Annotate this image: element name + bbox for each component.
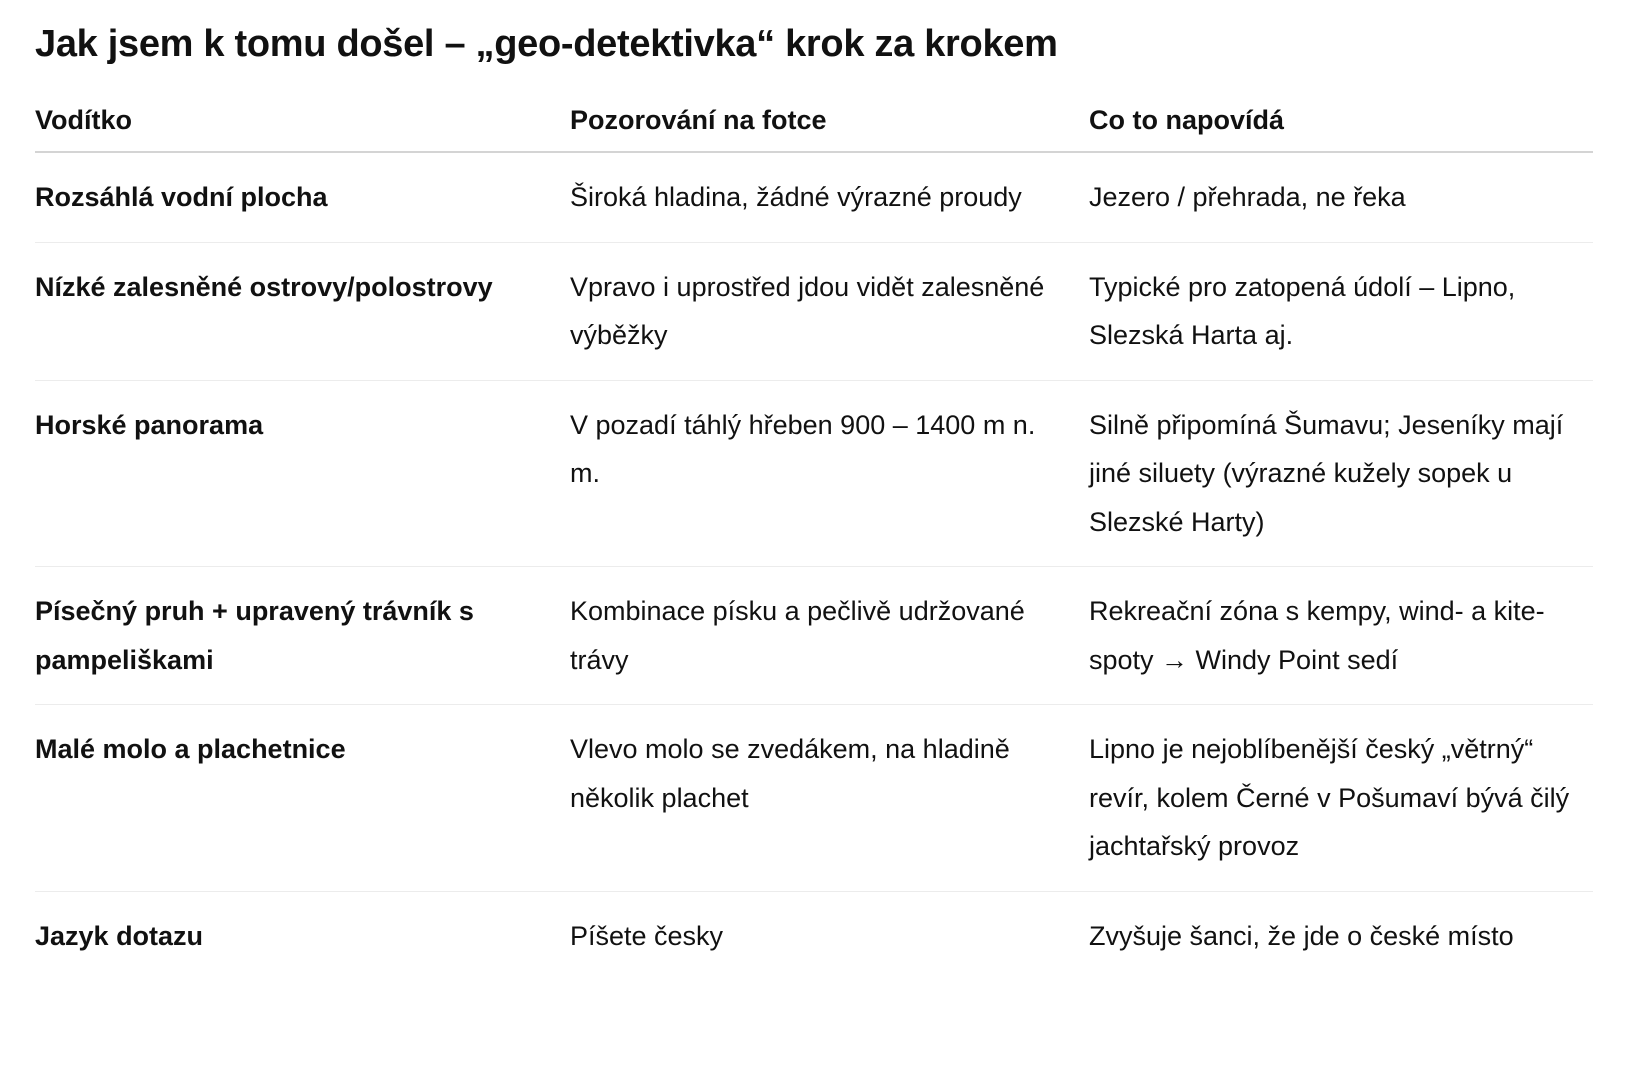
cell-clue: Jazyk dotazu <box>35 920 204 951</box>
cell-observation: Široká hladina, žádné výrazné proudy <box>570 152 1089 242</box>
clues-table <box>35 102 1593 980</box>
page-title: Jak jsem k tomu došel – „geo-detektivka“ krok za krokem <box>35 23 1058 65</box>
cell-observation: V pozadí táhlý hřeben 900 – 1400 m n. m. <box>570 380 1089 567</box>
cell-hint: Lipno je nejoblíbenější český „větrný“ revír, kolem Černé v Pošumaví bývá čilý jachtařský provoz <box>1089 705 1593 892</box>
column-header-hint: Co to napovídá <box>1089 102 1593 152</box>
cell-clue: Písečný pruh + upravený trávník s pampeliškami <box>35 567 570 705</box>
table-row <box>35 705 1593 892</box>
cell-hint: Typické pro zatopená údolí – Lipno, Slezská Harta aj. <box>1089 242 1593 380</box>
cell-observation: Vpravo i uprostřed jdou vidět zalesněné výběžky <box>570 242 1089 380</box>
table-row <box>35 891 1593 980</box>
column-header-observation: Pozorování na fotce <box>570 102 1089 152</box>
cell-observation: Kombinace písku a pečlivě udržované trávy <box>570 567 1089 705</box>
table-row <box>35 380 1593 567</box>
header-row <box>35 102 1593 152</box>
cell-clue: Rozsáhlá vodní plocha <box>35 152 570 242</box>
cell-hint: Jezero / přehrada, ne řeka <box>1089 152 1593 242</box>
cell-observation: Vlevo molo se zvedákem, na hladině několik plachet <box>570 705 1089 892</box>
table-header <box>35 102 1593 152</box>
table-body <box>35 152 1593 980</box>
table-row <box>35 567 1593 705</box>
cell-clue: Horské panorama <box>35 380 570 567</box>
table-row <box>35 242 1593 380</box>
table-row <box>35 152 1593 242</box>
cell-clue: Malé molo a plachetnice <box>35 705 570 892</box>
cell-hint: Silně připomíná Šumavu; Jeseníky mají jiné siluety (výrazné kužely sopek u Slezské Harty) <box>1089 380 1593 567</box>
cell-hint: Zvyšuje šanci, že jde o české místo <box>1089 920 1514 951</box>
cell-clue: Nízké zalesněné ostrovy/polostrovy <box>35 242 570 380</box>
column-header-clue: Vodítko <box>35 102 570 152</box>
cell-observation: Píšete česky <box>570 920 724 951</box>
cell-hint: Rekreační zóna s kempy, wind- a kite-spoty → Windy Point sedí <box>1089 567 1593 705</box>
